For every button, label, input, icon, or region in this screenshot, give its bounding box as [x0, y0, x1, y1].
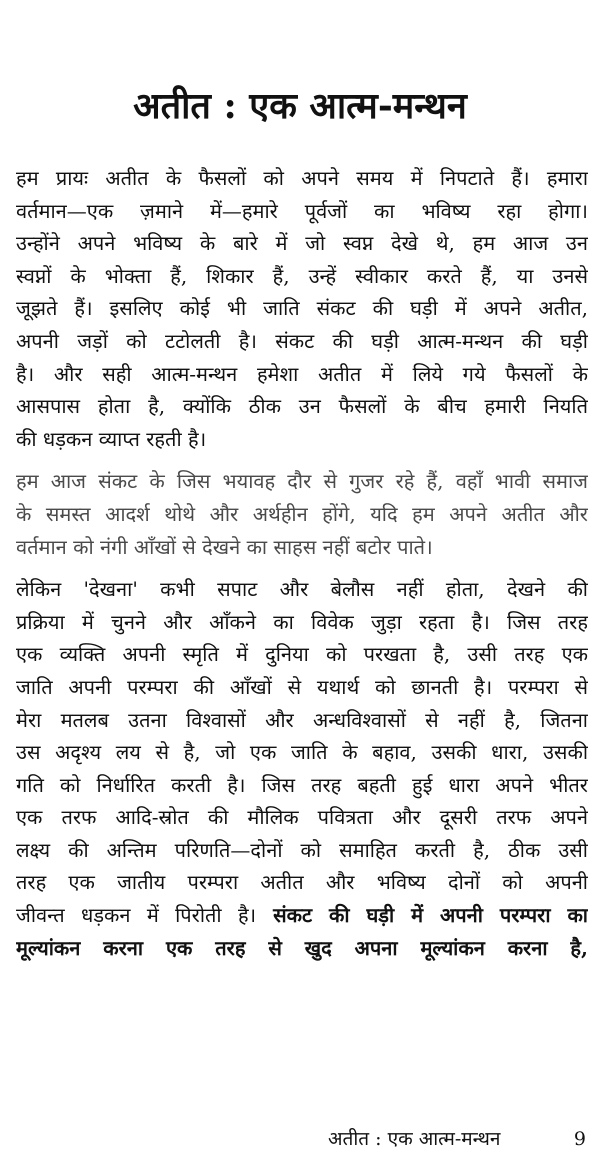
- text-line-mixed: [16, 899, 588, 932]
- text-line: हम प्रायः अतीत के फैसलों को अपने समय में निपटाते हैं। हमारा: [16, 166, 588, 190]
- text-line: हम आज संकट के जिस भयावह दौर से गुजर रहे हैं, वहाँ भावी समाज: [16, 469, 588, 494]
- text-line: गति को निर्धारित करती है। जिस तरह बहती हुई धारा अपने भीतर: [16, 772, 588, 797]
- text-line: उन्होंने अपने भविष्य के बारे में जो स्वप्न देखे थे, हम आज उन: [16, 231, 588, 256]
- text-line: मेरा मतलब उतना विश्वासों और अन्धविश्वासों से नहीं है, जितना: [16, 707, 588, 732]
- text-line: वर्तमान—एक ज़माने में—हमारे पूर्वजों का भविष्य रहा होगा।: [16, 198, 588, 223]
- running-title: अतीत : एक आत्म-मन्थन: [328, 1128, 501, 1150]
- text-line: एक व्यक्ति अपनी स्मृति में दुनिया को परखता है, उसी तरह एक: [16, 642, 588, 667]
- text-line: वर्तमान को नंगी आँखों से देखने का साहस नहीं बटोर पाते।: [16, 534, 433, 559]
- text-line: जाति अपनी परम्परा की आँखों से यथार्थ को छानती है। परम्परा से: [16, 674, 588, 699]
- text-line: लक्ष्य की अन्तिम परिणति—दोनों को समाहित करती है, ठीक उसी: [16, 837, 588, 862]
- text-line: तरह एक जातीय परम्परा अतीत और भविष्य दोनों को अपनी: [16, 870, 588, 895]
- page-footer: [300, 1124, 590, 1154]
- bold-text-line: मूल्यांकन करना एक तरह से खुद अपना मूल्यांकन करना है,: [16, 935, 588, 960]
- text-line: प्रक्रिया में चुनने और आँकने का विवेक जुड़ा रहता है। जिस तरह: [16, 609, 588, 634]
- chapter-title: अतीत : एक आत्म-मन्थन: [133, 85, 467, 127]
- text-line: आसपास होता है, क्योंकि ठीक उन फैसलों के बीच हमारी नियति: [16, 394, 588, 419]
- paragraph-1: [16, 162, 588, 455]
- text-line: उस अदृश्य लय से है, जो एक जाति के बहाव, उसकी धारा, उसकी: [16, 740, 588, 765]
- paragraph-3: [16, 573, 588, 964]
- bold-text-segment: संकट की घड़ी में अपनी परम्परा का: [256, 903, 588, 928]
- text-line: के समस्त आदर्श थोथे और अर्थहीन होंगे, यदि हम अपने अतीत और: [16, 501, 588, 526]
- text-line: एक तरफ आदि-स्रोत की मौलिक पवित्रता और दूसरी तरफ अपने: [16, 805, 588, 830]
- body-text: [16, 162, 588, 974]
- text-line: अपनी जड़ों को टटोलती है। संकट की घड़ी आत्म-मन्थन की घड़ी: [16, 328, 588, 353]
- text-line: की धड़कन व्याप्त रहती है।: [16, 426, 207, 451]
- text-line: लेकिन 'देखना' कभी सपाट और बेलौस नहीं होता, देखने की: [16, 577, 588, 602]
- text-line: जूझते हैं। इसलिए कोई भी जाति संकट की घड़ी में अपने अतीत,: [16, 296, 588, 321]
- page-number: 9: [573, 1128, 586, 1150]
- text-line: स्वप्नों के भोक्ता हैं, शिकार हैं, उन्हें स्वीकार करते हैं, या उनसे: [16, 263, 588, 288]
- text-line: है। और सही आत्म-मन्थन हमेशा अतीत में लिये गये फैसलों के: [16, 361, 588, 386]
- paragraph-2: [16, 465, 588, 563]
- text-segment: जीवन्त धड़कन में पिरोती है।: [16, 903, 257, 928]
